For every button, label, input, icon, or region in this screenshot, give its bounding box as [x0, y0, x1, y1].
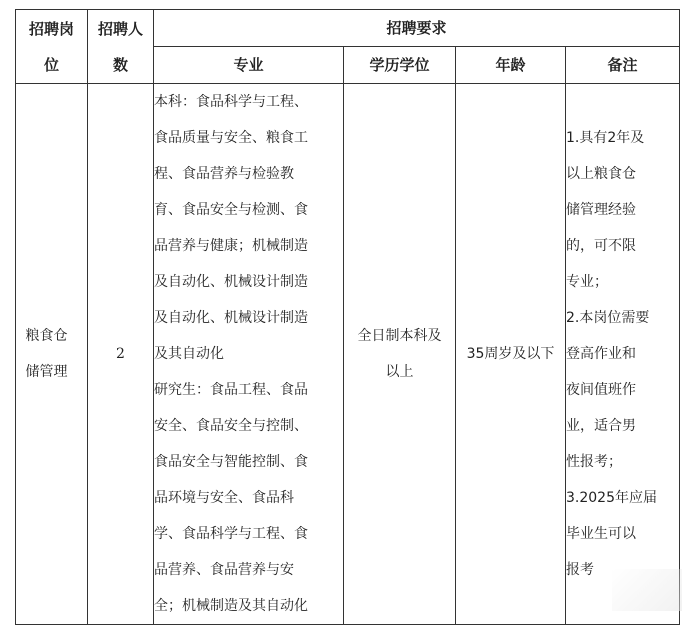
major-line: 食品安全与智能控制、食 — [154, 454, 308, 470]
notes-line: 的，可不限 — [566, 238, 636, 254]
major-line: 研究生：食品工程、食品 — [154, 382, 308, 398]
cell-major — [154, 84, 344, 625]
notes-line: 性报考； — [566, 454, 622, 470]
header-position — [16, 10, 88, 84]
notes-line: 业，适合男 — [566, 418, 636, 434]
major-line: 本科：食品科学与工程、 — [154, 94, 308, 110]
cell-notes — [566, 84, 680, 625]
notes-line: 储管理经验 — [566, 202, 636, 218]
position-text: 粮食仓储管理 — [25, 328, 68, 380]
major-line: 全；机械制造及其自动化 — [154, 598, 308, 614]
header-position-text: 招聘岗位 — [28, 19, 74, 74]
header-age: 年龄 — [456, 47, 566, 84]
header-notes: 备注 — [566, 47, 680, 84]
major-line: 及自动化、机械设计制造 — [154, 274, 308, 290]
notes-line: 报考 — [566, 562, 594, 578]
notes-line: 2.本岗位需要 — [566, 310, 650, 326]
header-count-text: 招聘人数 — [97, 19, 143, 74]
major-line: 食品质量与安全、粮食工 — [154, 130, 308, 146]
header-requirements: 招聘要求 — [154, 10, 680, 47]
major-line: 程、食品营养与检验教 — [154, 166, 294, 182]
major-line: 品营养、食品营养与安 — [154, 562, 294, 578]
recruitment-table — [15, 9, 680, 625]
notes-line: 专业； — [566, 274, 608, 290]
notes-line: 1.具有2年及 — [566, 130, 645, 146]
header-education: 学历学位 — [344, 47, 456, 84]
major-line: 品环境与安全、食品科 — [154, 490, 294, 506]
major-line: 及自动化、机械设计制造 — [154, 310, 308, 326]
header-major: 专业 — [154, 47, 344, 84]
cell-education — [344, 84, 456, 625]
header-count — [88, 10, 154, 84]
age-text: 35周岁及以下 — [466, 346, 555, 362]
notes-line: 3.2025年应届 — [566, 490, 657, 506]
major-line: 育、食品安全与检测、食 — [154, 202, 308, 218]
major-lines — [154, 84, 343, 624]
notes-line: 以上粮食仓 — [566, 166, 636, 182]
notes-line: 登高作业和 — [566, 346, 636, 362]
major-line: 品营养与健康；机械制造 — [154, 238, 308, 254]
education-text: 全日制本科及以上 — [357, 328, 442, 380]
notes-line: 夜间值班作 — [566, 382, 636, 398]
cell-position — [16, 84, 88, 625]
major-line: 安全、食品安全与控制、 — [154, 418, 308, 434]
major-line: 学、食品科学与工程、食 — [154, 526, 308, 542]
notes-lines — [566, 120, 679, 588]
cell-count: 2 — [88, 84, 154, 625]
notes-line: 毕业生可以 — [566, 526, 636, 542]
cell-age — [456, 84, 566, 625]
major-line: 及其自动化 — [154, 346, 224, 362]
